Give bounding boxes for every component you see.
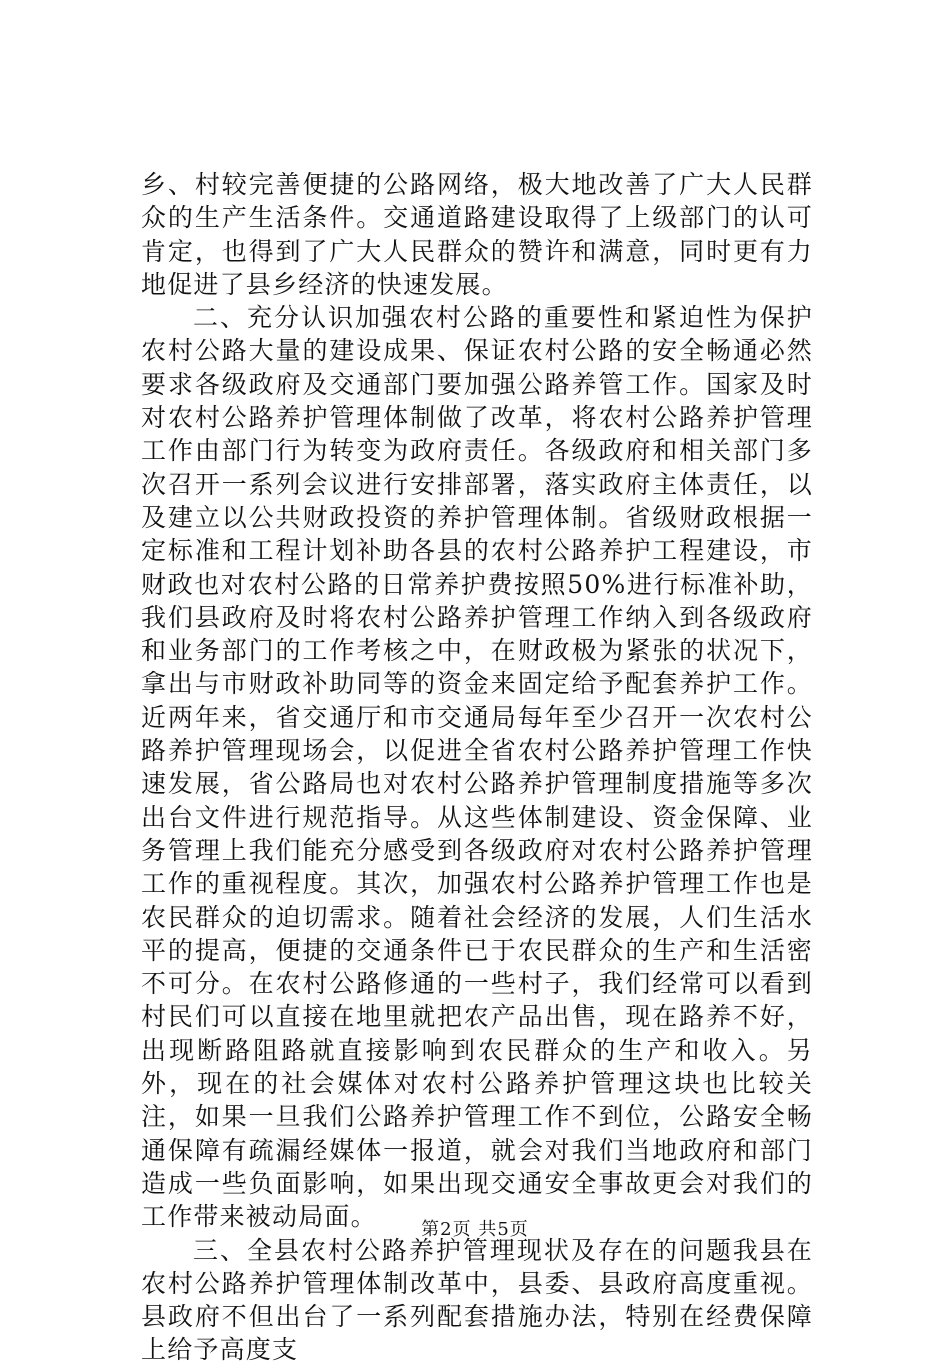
paragraph-section-two: 二、充分认识加强农村公路的重要性和紧迫性为保护农村公路大量的建设成果、保证农村公路的安全畅通必然要求各级政府及交通部门要加强公路养管工作。国家及时对农村公路养护管理体制做了改革，将农村公路养护管理工作由部门行为转变为政府责任。各级政府和相关部门多次召开一系列会议进行安排部署，落实政府主体责任，以及建立以公共财政投资的养护管理体制。省级财政根据一定标准和工程计划补助各县的农村公路养护工程建设，市财政也对农村公路的日常养护费按照50%进行标准补助，我们县政府及时将农村公路养护管理工作纳入到各级政府和业务部门的工作考核之中，在财政极为紧张的状况下，拿出与市财政补助同等的资金来固定给予配套养护工作。近两年来，省交通厅和市交通局每年至少召开一次农村公路养护管理现场会，以促进全省农村公路养护管理工作快速发展，省公路局也对农村公路养护管理制度措施等多次出台文件进行规范指导。从这些体制建设、资金保障、业务管理上我们能充分感受到各级政府对农村公路养护管理工作的重视程度。其次，加强农村公路养护管理工作也是农民群众的迫切需求。随着社会经济的发展，人们生活水平的提高，便捷的交通条件已于农民群众的生产和生活密不可分。在农村公路修通的一些村子，我们经常可以看到村民们可以直接在地里就把农产品出售，现在路养不好，出现断路阻路就直接影响到农民群众的生产和收入。另外，现在的社会媒体对农村公路养护管理这块也比较关注，如果一旦我们公路养护管理工作不到位，公路安全畅通保障有疏漏经媒体一报道，就会对我们当地政府和部门造成一些负面影响，如果出现交通安全事故更会对我们的工作带来被动局面。 [141, 303, 813, 1232]
paragraph-continuation: 乡、村较完善便捷的公路网络，极大地改善了广大人民群众的生产生活条件。交通道路建设取得了上级部门的认可肯定，也得到了广大人民群众的赞许和满意，同时更有力地促进了县乡经济的快速发展。 [141, 170, 813, 299]
page-number-footer: 第2页 共5页 [421, 1219, 529, 1240]
document-body [141, 168, 813, 1367]
paragraph-section-three: 三、全县农村公路养护管理现状及存在的问题我县在农村公路养护管理体制改革中，县委、县政府高度重视。县政府不但出台了一系列配套措施办法，特别在经费保障上给予高度支 [141, 1235, 813, 1365]
